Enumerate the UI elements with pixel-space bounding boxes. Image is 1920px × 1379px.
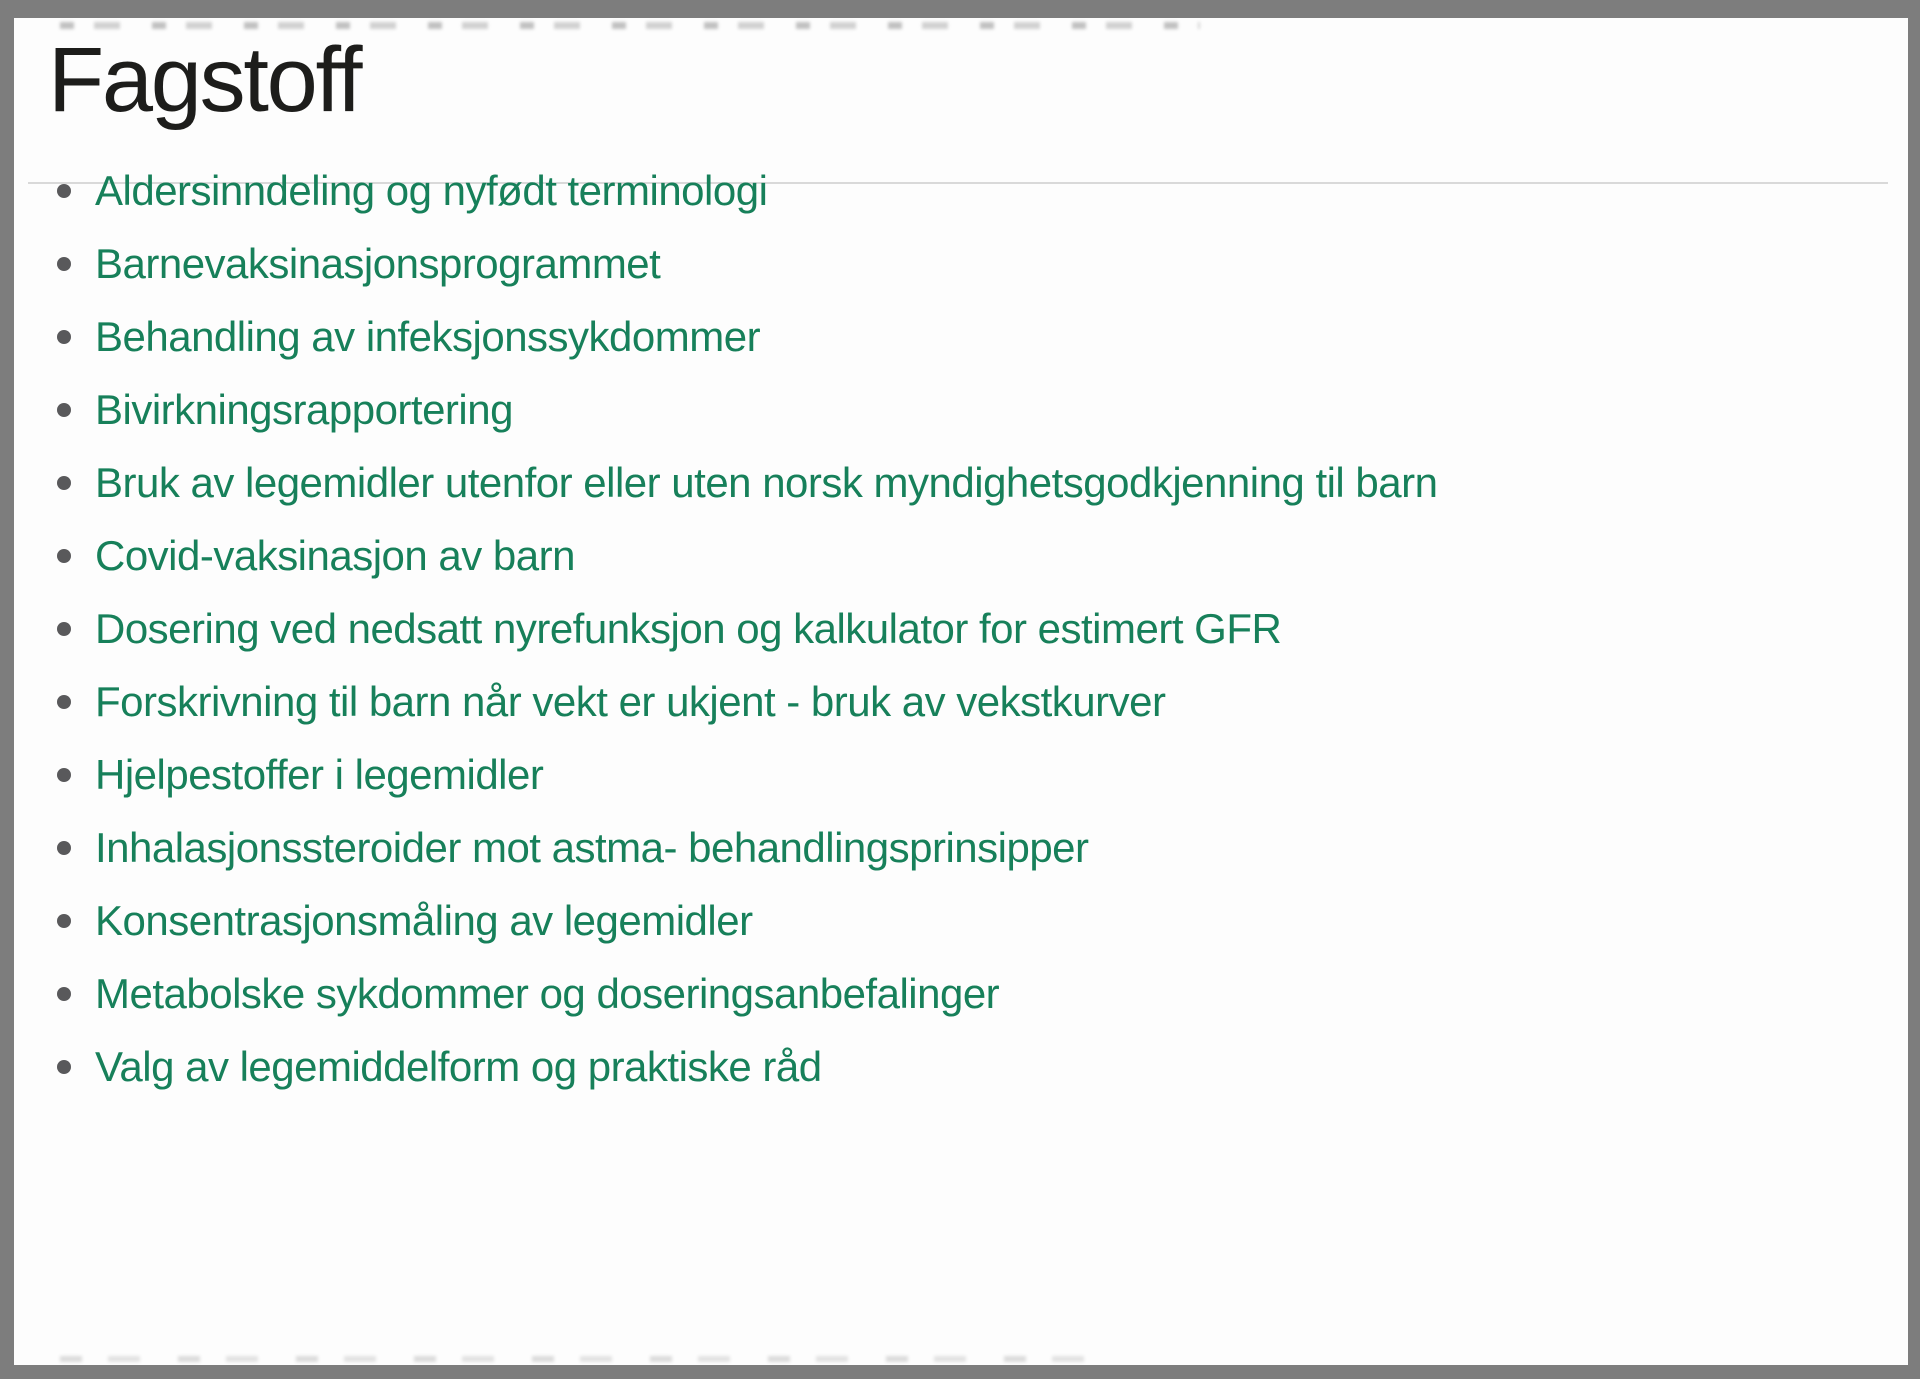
fagstoff-link[interactable]: Konsentrasjonsmåling av legemidler bbox=[95, 896, 753, 944]
list-item bbox=[14, 957, 1908, 1030]
bullet-icon bbox=[57, 257, 71, 271]
list-item bbox=[14, 592, 1908, 665]
list-item bbox=[14, 446, 1908, 519]
bullet-icon bbox=[57, 330, 71, 344]
fagstoff-link[interactable]: Dosering ved nedsatt nyrefunksjon og kalkulator for estimert GFR bbox=[95, 604, 1282, 652]
list-item bbox=[14, 154, 1908, 227]
bullet-icon bbox=[57, 549, 71, 563]
fagstoff-link[interactable]: Metabolske sykdommer og doseringsanbefalinger bbox=[95, 969, 1000, 1017]
list-item bbox=[14, 300, 1908, 373]
list-item bbox=[14, 519, 1908, 592]
list-item bbox=[14, 884, 1908, 957]
fagstoff-link[interactable]: Aldersinndeling og nyfødt terminologi bbox=[95, 166, 768, 214]
list-item bbox=[14, 665, 1908, 738]
fagstoff-link[interactable]: Inhalasjonssteroider mot astma- behandlingsprinsipper bbox=[95, 823, 1089, 871]
bullet-icon bbox=[57, 184, 71, 198]
bullet-icon bbox=[57, 695, 71, 709]
fagstoff-link[interactable]: Bivirkningsrapportering bbox=[95, 385, 513, 433]
bullet-icon bbox=[57, 403, 71, 417]
bullet-icon bbox=[57, 622, 71, 636]
bullet-icon bbox=[57, 476, 71, 490]
fagstoff-link[interactable]: Hjelpestoffer i legemidler bbox=[95, 750, 544, 798]
bullet-icon bbox=[57, 914, 71, 928]
fagstoff-link[interactable]: Valg av legemiddelform og praktiske råd bbox=[95, 1042, 822, 1090]
list-item bbox=[14, 373, 1908, 446]
bullet-icon bbox=[57, 1060, 71, 1074]
bullet-icon bbox=[57, 768, 71, 782]
clipped-text-artifact-bottom bbox=[60, 1356, 1120, 1362]
fagstoff-link[interactable]: Bruk av legemidler utenfor eller uten norsk myndighetsgodkjenning til barn bbox=[95, 458, 1438, 506]
fagstoff-link[interactable]: Behandling av infeksjonssykdommer bbox=[95, 312, 761, 360]
page-title: Fagstoff bbox=[48, 29, 361, 131]
bullet-icon bbox=[57, 841, 71, 855]
list-item bbox=[14, 1030, 1908, 1103]
list-item bbox=[14, 227, 1908, 300]
list-item bbox=[14, 738, 1908, 811]
fagstoff-link-list bbox=[14, 154, 1908, 1103]
content-panel bbox=[14, 18, 1908, 1365]
fagstoff-link[interactable]: Covid-vaksinasjon av barn bbox=[95, 531, 575, 579]
bullet-icon bbox=[57, 987, 71, 1001]
fagstoff-link[interactable]: Forskrivning til barn når vekt er ukjent - bruk av vekstkurver bbox=[95, 677, 1166, 725]
list-item bbox=[14, 811, 1908, 884]
fagstoff-link[interactable]: Barnevaksinasjonsprogrammet bbox=[95, 239, 661, 287]
